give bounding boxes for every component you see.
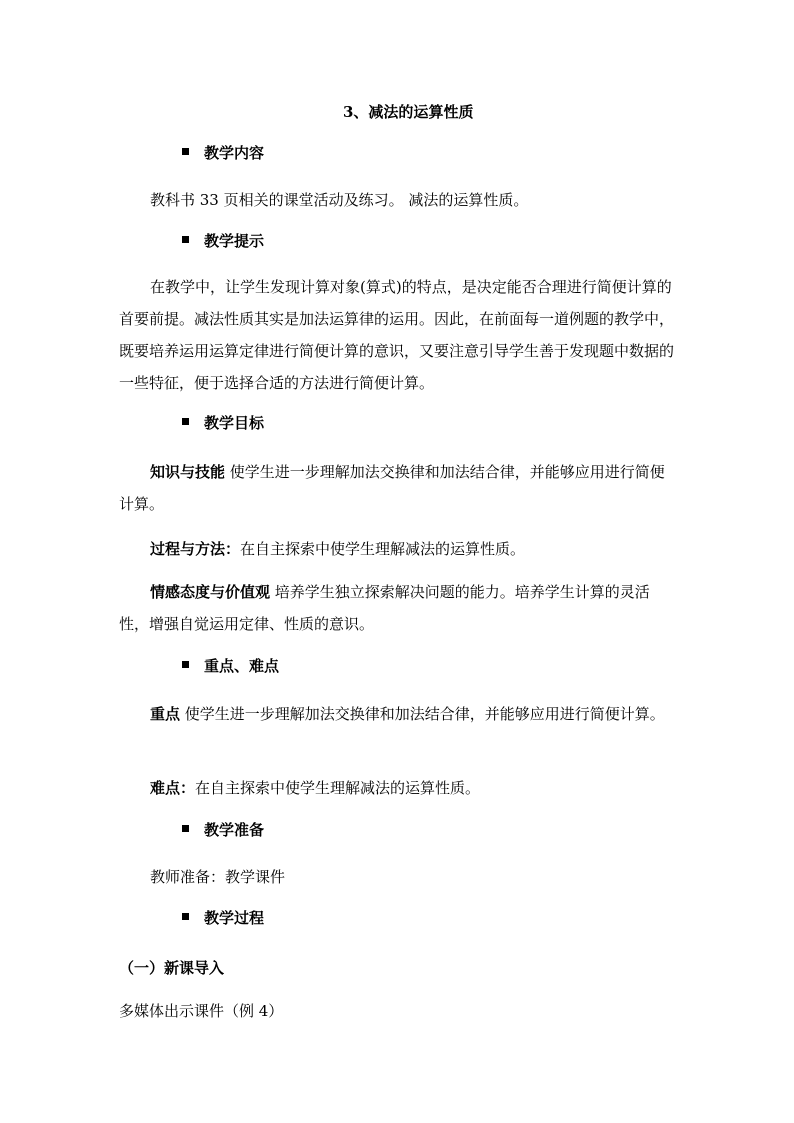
bullet-icon <box>182 825 189 832</box>
key-focus <box>119 698 677 730</box>
goal-emotion-text: 培养学生独立探索解决问题的能力。培养学生计算的灵活性，增强自觉运用定律、性质的意识。 <box>119 583 650 633</box>
key-focus-label: 重点 <box>150 705 181 723</box>
hint-paragraph: 在教学中，让学生发现计算对象(算式)的特点，是决定能否合理进行简便计算的首要前提。减法性质其实是加法运算律的运用。因此，在前面每一道例题的教学中，既要培养运用运算定律进行简便计算的意识，又要注意引导学生善于发现题中数据的一些特征，便于选择合适的方法进行简便计算。 <box>119 278 675 392</box>
goal-emotion <box>119 576 677 640</box>
bullet-icon <box>182 418 189 425</box>
intro-heading: （一）新课导入 <box>119 959 225 977</box>
goal-process <box>119 533 677 565</box>
key-difficulty-label: 难点： <box>150 779 196 797</box>
heading-key: 重点、难点 <box>204 657 280 675</box>
intro-text: 多媒体出示课件（例 4） <box>119 1002 284 1020</box>
page-title: 3、减法的运算性质 <box>343 103 474 121</box>
bullet-icon <box>182 236 189 243</box>
goal-knowledge-text: 使学生进一步理解加法交换律和加法结合律，并能够应用进行简便计算。 <box>119 463 665 513</box>
goal-process-label: 过程与方法： <box>150 540 241 558</box>
key-difficulty-text: 在自主探索中使学生理解减法的运算性质。 <box>195 779 481 797</box>
goal-knowledge <box>119 456 677 520</box>
key-difficulty <box>119 772 677 804</box>
bullet-icon <box>182 913 189 920</box>
goal-emotion-label: 情感态度与价值观 <box>150 583 271 601</box>
heading-hint: 教学提示 <box>204 232 265 250</box>
key-focus-text: 使学生进一步理解加法交换律和加法结合律，并能够应用进行简便计算。 <box>180 705 665 723</box>
heading-prep: 教学准备 <box>204 821 265 839</box>
content-text: 教科书 33 页相关的课堂活动及练习。 减法的运算性质。 <box>150 191 529 209</box>
bullet-icon <box>182 148 189 155</box>
prep-text: 教师准备：教学课件 <box>150 868 286 886</box>
goal-knowledge-label: 知识与技能 <box>150 463 226 481</box>
heading-goals: 教学目标 <box>204 414 265 432</box>
goal-process-text: 在自主探索中使学生理解减法的运算性质。 <box>240 540 526 558</box>
heading-process: 教学过程 <box>204 909 265 927</box>
heading-content: 教学内容 <box>204 144 265 162</box>
bullet-icon <box>182 661 189 668</box>
